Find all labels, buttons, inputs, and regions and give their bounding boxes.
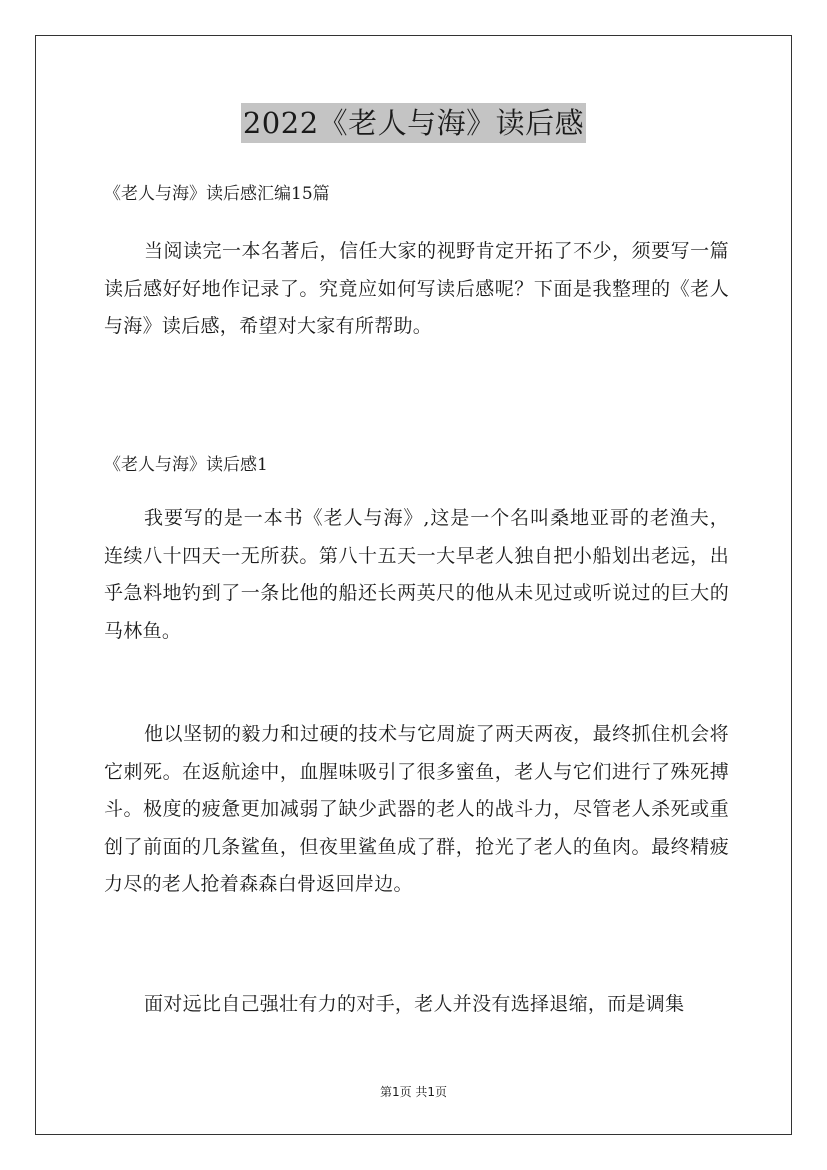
- intro-paragraph: 当阅读完一本名著后，信任大家的视野肯定开拓了不少，须要写一篇读后感好好地作记录了。究竟应如何写读后感呢？下面是我整理的《老人与海》读后感，希望对大家有所帮助。: [104, 240, 729, 338]
- page-footer: 第1页 共1页: [379, 1085, 448, 1099]
- body-paragraph: 我要写的是一本书《老人与海》,这是一个名叫桑地亚哥的老渔夫，连续八十四天一无所获。第八十五天一大早老人独自把小船划出老远，出乎急料地钓到了一条比他的船还长两英尺的他从未见过或听说过的巨大的马林鱼。: [104, 507, 729, 642]
- body-paragraph: 他以坚韧的毅力和过硬的技术与它周旋了两天两夜，最终抓住机会将它刺死。在返航途中，血腥味吸引了很多蜜鱼，老人与它们进行了殊死搏斗。极度的疲惫更加减弱了缺少武器的老人的战斗力，尽管老人杀死或重创了前面的几条鲨鱼，但夜里鲨鱼成了群，抢光了老人的鱼肉。最终精疲力尽的老人抢着森森白骨返回岸边。: [104, 723, 729, 896]
- document-subtitle: 《老人与海》读后感汇编15篇: [104, 184, 330, 204]
- title-container: [0, 103, 827, 143]
- section-heading: 《老人与海》读后感1: [104, 455, 268, 475]
- body-paragraph: 面对远比自己强壮有力的对手，老人并没有选择退缩，而是调集: [144, 993, 685, 1015]
- document-title: 2022《老人与海》读后感: [241, 103, 586, 143]
